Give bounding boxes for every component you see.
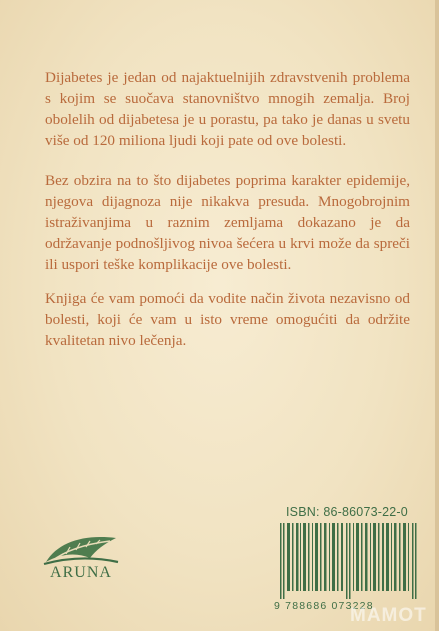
publisher-name: ARUNA xyxy=(50,564,112,581)
watermark: MAMOT xyxy=(350,605,427,626)
isbn-label: ISBN: 86-86073-22-0 xyxy=(286,505,408,519)
blurb-paragraph-1: Dijabetes je jedan od najaktuelnijih zdravstvenih problema s kojim se suočava stanovništvo mnogih zemalja. Broj obolelih od dijabetesa je u porastu, pa tako je danas u svetu više od 120 miliona ljudi koji pate od ove bolesti. xyxy=(45,69,410,149)
barcode-icon xyxy=(278,523,420,599)
cover-edge xyxy=(435,0,439,631)
publisher-logo xyxy=(40,528,122,590)
barcode-area xyxy=(272,505,427,613)
blurb-paragraph-3: Knjiga će vam pomoći da vodite način života nezavisno od bolesti, koji će vam u isto vreme omogućiti da održite kvalitetan nivo lečenja. xyxy=(45,290,410,349)
leaf-logo-icon xyxy=(40,528,122,568)
barcode-digits: 9 788686 073228 xyxy=(274,600,374,612)
blurb-paragraph-2: Bez obzira na to što dijabetes poprima karakter epidemije, njegova dijagnoza nije nikakva presuda. Mnogobrojnim istraživanjima u raznim zemljama dokazano je da održavanje podnošljivog nivoa šećera u krvi može da spreči ili uspori teške komplikacije ove bolesti. xyxy=(45,172,410,273)
